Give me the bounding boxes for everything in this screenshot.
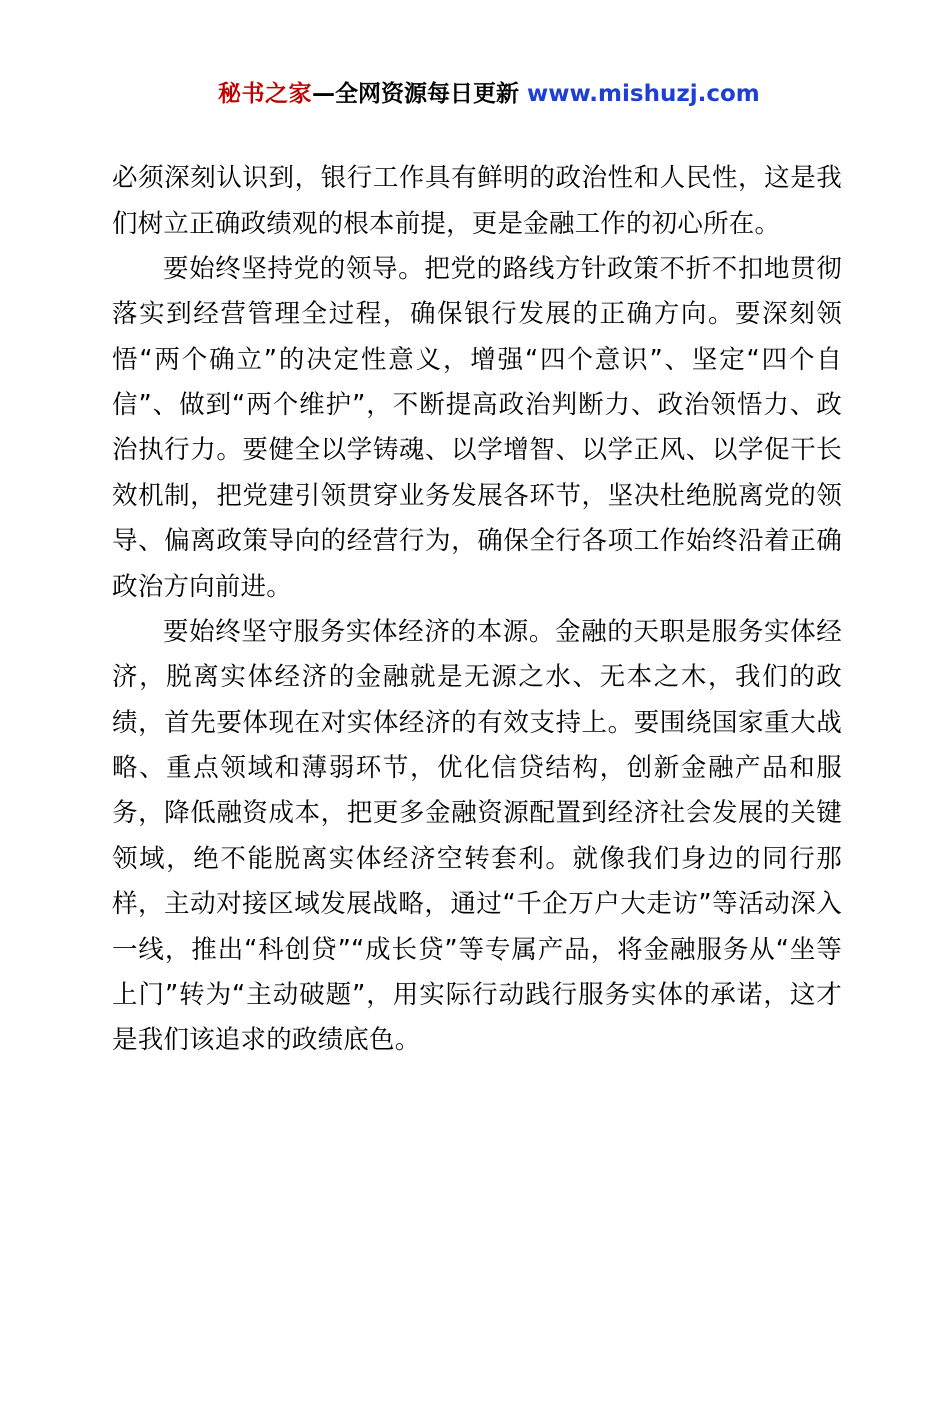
- paragraph-2: 要始终坚持党的领导。把党的路线方针政策不折不扣地贯彻落实到经营管理全过程，确保银行发展的正确方向。要深刻领悟“两个确立”的决定性意义，增强“四个意识”、坚定“四个自信”、做到“两个维护”，不断提高政治判断力、政治领悟力、政治执行力。要健全以学铸魂、以学增智、以学正风、以学促干长效机制，把党建引领贯穿业务发展各环节，坚决杜绝脱离党的领导、偏离政策导向的经营行为，确保全行各项工作始终沿着正确政治方向前进。: [112, 253, 842, 602]
- document-body: [0, 156, 950, 1064]
- site-url-link[interactable]: www.mishuzj.com: [527, 81, 760, 107]
- page-header: [0, 78, 950, 110]
- paragraph-3: 要始终坚守服务实体经济的本源。金融的天职是服务实体经济，脱离实体经济的金融就是无源之水、无本之木，我们的政绩，首先要体现在对实体经济的有效支持上。要围绕国家重大战略、重点领域和薄弱环节，优化信贷结构，创新金融产品和服务，降低融资成本，把更多金融资源配置到经济社会发展的关键领域，绝不能脱离实体经济空转套利。就像我们身边的同行那样，主动对接区域发展战略，通过“千企万户大走访”等活动深入一线，推出“科创贷”“成长贷”等专属产品，将金融服务从“坐等上门”转为“主动破题”，用实际行动践行服务实体的承诺，这才是我们该追求的政绩底色。: [112, 616, 842, 1056]
- document-page: [0, 78, 950, 1422]
- paragraph-1: 必须深刻认识到，银行工作具有鲜明的政治性和人民性，这是我们树立正确政绩观的根本前提，更是金融工作的初心所在。: [112, 163, 842, 239]
- site-brand-label: 秘书之家: [218, 81, 312, 107]
- site-tagline: —全网资源每日更新: [312, 81, 528, 107]
